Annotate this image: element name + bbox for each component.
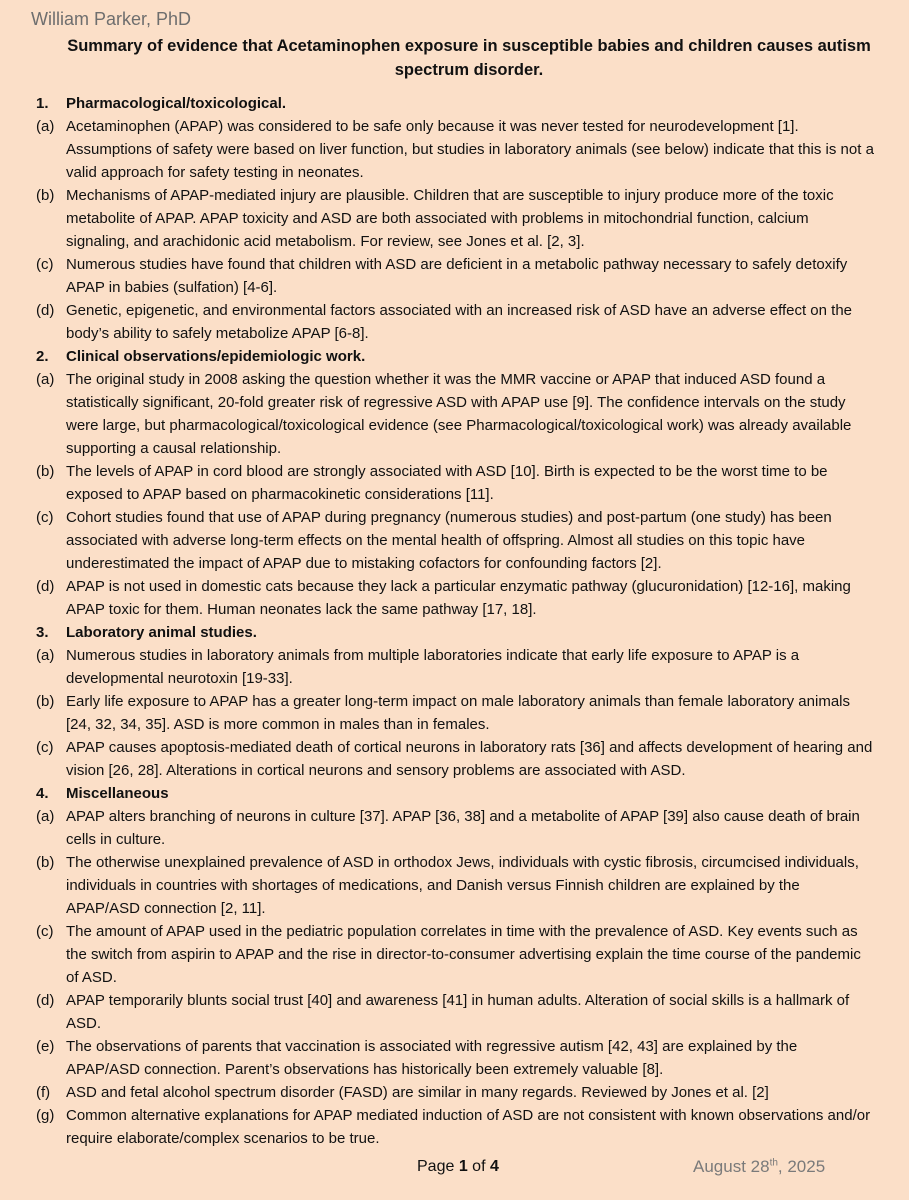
list-item xyxy=(36,690,874,736)
section-title: Laboratory animal studies. xyxy=(66,624,257,641)
date-year: , 2025 xyxy=(777,1157,826,1176)
item-text: APAP is not used in domestic cats because they lack a particular enzymatic pathway (glucuronidation) [12-16], making APAP toxic for them. Human neonates lack the same pathway [17, 18]. xyxy=(66,578,851,618)
page-prefix: Page xyxy=(417,1158,459,1175)
list-item xyxy=(36,115,874,184)
item-label: (b) xyxy=(36,187,55,204)
section-number: 2. xyxy=(36,348,49,365)
list-item xyxy=(36,644,874,690)
item-text: Numerous studies have found that children with ASD are deficient in a metabolic pathway necessary to safely detoxify APAP in babies (sulfation) [4-6]. xyxy=(66,256,848,296)
section-heading xyxy=(36,92,874,115)
page-number xyxy=(417,1158,499,1176)
item-label: (c) xyxy=(36,739,54,756)
list-item xyxy=(36,920,874,989)
section-title: Clinical observations/epidemiologic work. xyxy=(66,348,366,365)
item-label: (a) xyxy=(36,808,55,825)
item-label: (d) xyxy=(36,992,55,1009)
item-text: APAP causes apoptosis-mediated death of cortical neurons in laboratory rats [36] and affects development of hearing and vision [26, 28]. Alterations in cortical neurons and sensory problems are associated with ASD. xyxy=(66,739,873,779)
item-label: (d) xyxy=(36,578,55,595)
item-label: (b) xyxy=(36,693,55,710)
item-label: (a) xyxy=(36,118,55,135)
item-text: Common alternative explanations for APAP mediated induction of ASD are not consistent with known observations and/or require elaborate/complex scenarios to be true. xyxy=(66,1107,871,1147)
item-label: (b) xyxy=(36,463,55,480)
document-date xyxy=(693,1157,825,1177)
page-total: 4 xyxy=(489,1158,499,1175)
list-item xyxy=(36,368,874,460)
item-label: (g) xyxy=(36,1107,55,1124)
item-text: The original study in 2008 asking the question whether it was the MMR vaccine or APAP that induced ASD found a statistically significant, 20-fold greater risk of regressive ASD with APAP use [9]. The confidence intervals on the study were large, but pharmacological/toxicological evidence (see Pharmacological/toxicological work) was already available supporting a causal relationship. xyxy=(66,371,852,457)
author-name: William Parker, PhD xyxy=(31,9,192,29)
list-item xyxy=(36,184,874,253)
item-text: APAP temporarily blunts social trust [40] and awareness [41] in human adults. Alteration of social skills is a hallmark of ASD. xyxy=(66,992,850,1032)
item-text: The amount of APAP used in the pediatric population correlates in time with the prevalence of ASD. Key events such as the switch from aspirin to APAP and the rise in director-to-consumer advertising explain the time course of the pandemic of ASD. xyxy=(66,923,861,986)
page-current: 1 xyxy=(458,1158,468,1175)
date-suffix: th xyxy=(769,1157,778,1169)
page-of: of xyxy=(467,1158,490,1175)
item-text: The levels of APAP in cord blood are strongly associated with ASD [10]. Birth is expected to be the worst time to be exposed to APAP based on pharmacokinetic considerations [11]. xyxy=(66,463,828,503)
list-item xyxy=(36,299,874,345)
section-heading xyxy=(36,345,874,368)
list-item xyxy=(36,851,874,920)
item-text: Numerous studies in laboratory animals from multiple laboratories indicate that early life exposure to APAP is a developmental neurotoxin [19-33]. xyxy=(66,647,800,687)
item-label: (c) xyxy=(36,923,54,940)
item-label: (c) xyxy=(36,509,54,526)
date-day: August 28 xyxy=(693,1157,770,1176)
section-number: 4. xyxy=(36,785,49,802)
section-title: Pharmacological/toxicological. xyxy=(66,95,287,112)
section-heading xyxy=(36,782,874,805)
item-label: (a) xyxy=(36,371,55,388)
item-text: Genetic, epigenetic, and environmental factors associated with an increased risk of ASD have an adverse effect on the body’s ability to safely metabolize APAP [6-8]. xyxy=(66,302,853,342)
item-label: (c) xyxy=(36,256,54,273)
list-item xyxy=(36,575,874,621)
item-label: (e) xyxy=(36,1038,55,1055)
section-heading xyxy=(36,621,874,644)
item-text: Cohort studies found that use of APAP during pregnancy (numerous studies) and post-partum (one study) has been associated with adverse long-term effects on the mental health of offspring. Almost all studies on this topic have underestimated the impact of APAP due to mistaking cofactors for confounding factors [2]. xyxy=(66,509,832,572)
list-item xyxy=(36,736,874,782)
section-number: 3. xyxy=(36,624,49,641)
document-title: Summary of evidence that Acetaminophen exposure in susceptible babies and children causes autism spectrum disorder. xyxy=(67,37,871,79)
list-item xyxy=(36,1081,874,1104)
list-item xyxy=(36,1035,874,1081)
item-text: Early life exposure to APAP has a greater long-term impact on male laboratory animals than female laboratory animals [24, 32, 34, 35]. ASD is more common in males than in females. xyxy=(66,693,850,733)
document-body xyxy=(36,92,874,1150)
item-text: The observations of parents that vaccination is associated with regressive autism [42, 43] are explained by the APAP/ASD connection. Parent’s observations has historically been extremely valuable [8]. xyxy=(66,1038,798,1078)
item-label: (a) xyxy=(36,647,55,664)
item-label: (f) xyxy=(36,1084,51,1101)
item-text: APAP alters branching of neurons in culture [37]. APAP [36, 38] and a metabolite of APAP [39] also cause death of brain cells in culture. xyxy=(66,808,860,848)
list-item xyxy=(36,1104,874,1150)
section-title: Miscellaneous xyxy=(66,785,169,802)
list-item xyxy=(36,805,874,851)
list-item xyxy=(36,253,874,299)
section-number: 1. xyxy=(36,95,49,112)
item-label: (d) xyxy=(36,302,55,319)
item-text: ASD and fetal alcohol spectrum disorder (FASD) are similar in many regards. Reviewed by Jones et al. [2] xyxy=(66,1084,769,1101)
list-item xyxy=(36,460,874,506)
list-item xyxy=(36,989,874,1035)
item-text: Mechanisms of APAP-mediated injury are plausible. Children that are susceptible to injury produce more of the toxic metabolite of APAP. APAP toxicity and ASD are both associated with problems in mitochondrial function, calcium signaling, and arachidonic acid metabolism. For review, see Jones et al. [2, 3]. xyxy=(66,187,834,250)
item-text: Acetaminophen (APAP) was considered to be safe only because it was never tested for neurodevelopment [1]. Assumptions of safety were based on liver function, but studies in laboratory animals (see below) indicate that this is not a valid approach for safety testing in neonates. xyxy=(66,118,874,181)
list-item xyxy=(36,506,874,575)
item-text: The otherwise unexplained prevalence of ASD in orthodox Jews, individuals with cystic fibrosis, circumcised individuals, individuals in countries with shortages of medications, and Danish versus Finnish children are explained by the APAP/ASD connection [2, 11]. xyxy=(66,854,859,917)
item-label: (b) xyxy=(36,854,55,871)
